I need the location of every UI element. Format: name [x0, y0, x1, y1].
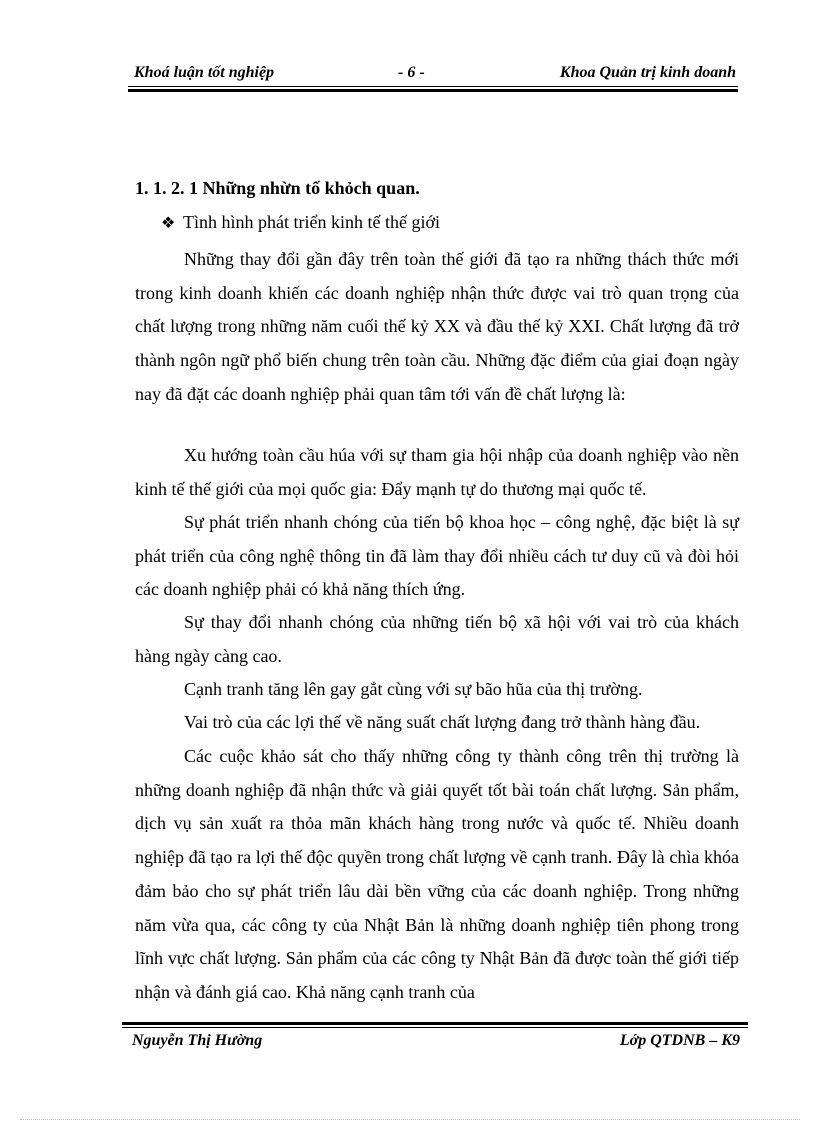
footer-author: Nguyễn Thị Hường — [132, 1032, 263, 1049]
paragraph: Các cuộc khảo sát cho thấy những công ty thành công trên thị trường là những doanh nghiệp đã nhận thức và giải quyết tốt bài toán chất lượng. Sản phẩm, dịch vụ sản xuất ra thỏa mãn khách hàng trong nước và quốc tế. Nhiều doanh nghiệp đã tạo ra lợi thế độc quyền trong chất lượng về cạnh tranh. Đây là chìa khóa đảm bảo cho sự phát triển lâu dài bền vững của các doanh nghiệp. Trong những năm vừa qua, các công ty của Nhật Bản là những doanh nghiệp tiên phong trong lĩnh vực chất lượng. Sản phẩm của các công ty Nhật Bản đã được toàn thế giới tiếp nhận và đánh giá cao. Khả năng cạnh tranh của — [135, 746, 739, 1002]
footer-class: Lớp QTDNB – K9 — [619, 1032, 740, 1049]
header-rule-thick — [128, 89, 738, 92]
footer-rule-thick — [122, 1022, 748, 1025]
header-rule-thin — [128, 86, 738, 87]
page-bottom-divider — [20, 1119, 800, 1120]
footer-rule-thin — [122, 1027, 748, 1028]
section-title: 1. 1. 2. 1 Những nhừn tố khỏch quan. — [135, 178, 420, 198]
page-footer — [122, 1022, 748, 1062]
header-thesis-label: Khoá luận tốt nghiệp — [134, 64, 275, 81]
header-page-number: - 6 - — [398, 64, 425, 81]
paragraph: Xu hướng toàn cầu húa với sự tham gia hội nhập của doanh nghiệp vào nền kinh tế thế giới của mọi quốc gia: Đẩy mạnh tự do thương mại quốc tế. — [135, 445, 739, 499]
paragraph: Sự phát triển nhanh chóng của tiến bộ khoa học – công nghệ, đặc biệt là sự phát triển của công nghệ thông tin đã làm thay đổi nhiều cách tư duy cũ và đòi hỏi các doanh nghiệp phải có khả năng thích ứng. — [135, 512, 739, 600]
diamond-bullet-icon: ❖ — [161, 215, 176, 232]
page-header — [128, 60, 738, 86]
header-faculty-label: Khoa Quản trị kinh doanh — [559, 64, 736, 81]
paragraph: Những thay đổi gần đây trên toàn thế giới đã tạo ra những thách thức mới trong kinh doanh khiến các doanh nghiệp nhận thức được vai trò quan trọng của chất lượng trong những năm cuối thế kỷ XX và đầu thế kỷ XXI. Chất lượng đã trở thành ngôn ngữ phổ biến chung trên toàn cầu. Những đặc điểm của giai đoạn ngày nay đã đặt các doanh nghiệp phải quan tâm tới vấn đề chất lượng là: — [135, 249, 739, 404]
paragraph: Vai trò của các lợi thế về năng suất chất lượng đang trở thành hàng đầu. — [184, 712, 701, 732]
paragraph: Sự thay đổi nhanh chóng của những tiến bộ xã hội với vai trò của khách hàng ngày càng cao. — [135, 612, 739, 666]
bullet-heading — [161, 212, 440, 233]
paragraph: Cạnh tranh tăng lên gay gắt cùng với sự bão hũa của thị trường. — [184, 679, 643, 699]
bullet-heading-text: Tình hình phát triển kinh tế thế giới — [183, 212, 440, 232]
